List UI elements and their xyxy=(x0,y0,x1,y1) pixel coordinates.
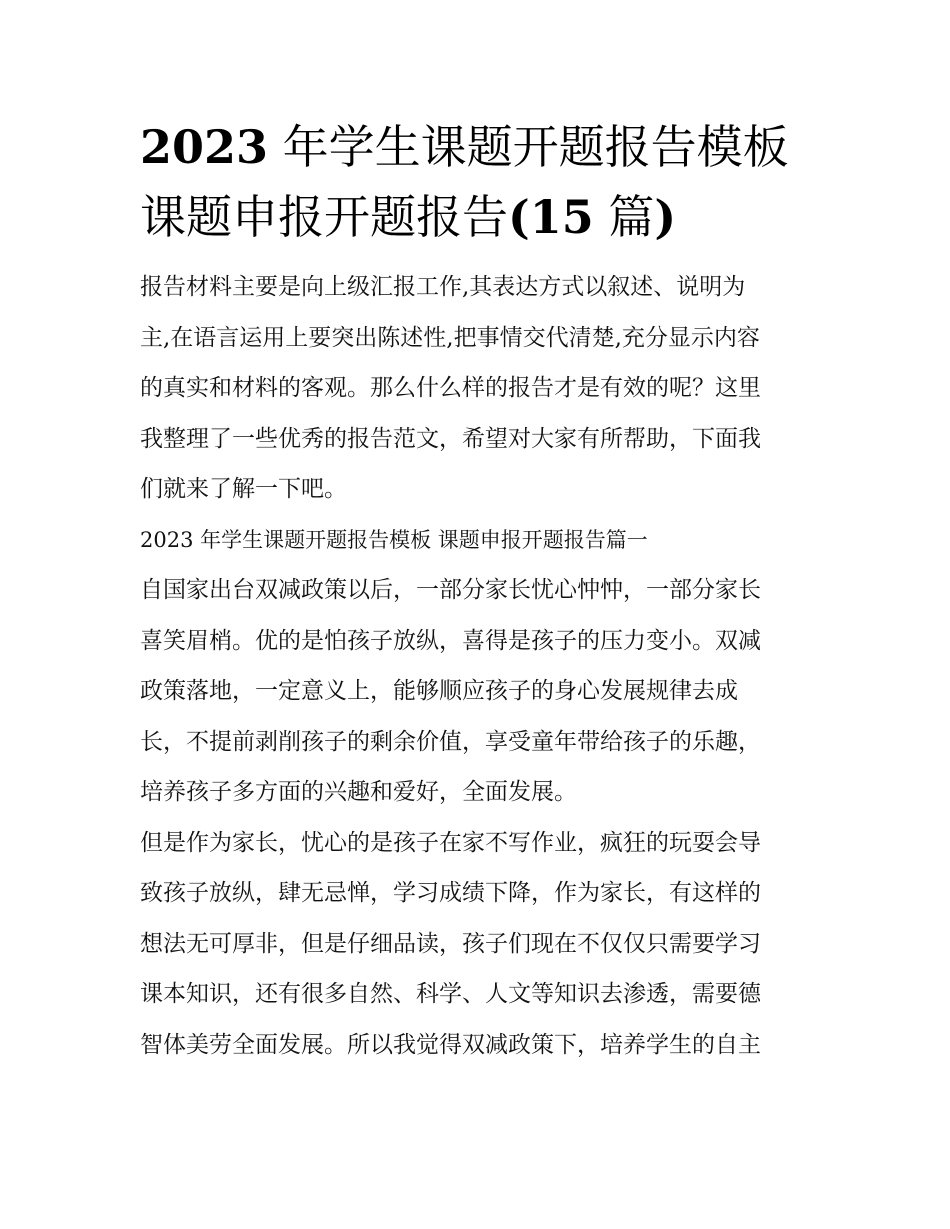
title-count: (15 xyxy=(508,190,594,244)
document-body xyxy=(140,112,812,1070)
paragraph-line: 培养孩子多方面的兴趣和爱好，全面发展。 xyxy=(140,779,577,805)
title-line-1-text: 年学生课题开题报告模板 xyxy=(268,120,789,174)
document-text xyxy=(140,262,812,1070)
paragraph-2 xyxy=(140,818,812,1071)
title-line-2-text: 课题申报开题报告 xyxy=(140,190,508,244)
intro-line: 我整理了一些优秀的报告范文，希望对大家有所帮助，下面我 xyxy=(140,425,761,452)
title-line-2 xyxy=(140,182,812,252)
title-year: 2023 xyxy=(140,120,269,174)
paragraph-line: 自国家出台双减政策以后，一部分家长忧心忡忡，一部分家长 xyxy=(140,577,761,603)
paragraph-line: 长，不提前剥削孩子的剩余价值，享受童年带给孩子的乐趣， xyxy=(140,728,761,755)
title-space xyxy=(594,190,609,244)
paragraph-line: 智体美劳全面发展。所以我觉得双减政策下，培养学生的自主 xyxy=(140,1031,761,1058)
paragraph-line: 但是作为家长，忧心的是孩子在家不写作业，疯狂的玩耍会导 xyxy=(140,829,761,856)
intro-line: 的真实和材料的客观。那么什么样的报告才是有效的呢？这里 xyxy=(140,375,761,401)
paragraph-line: 课本知识，还有很多自然、科学、人文等知识去渗透，需要德 xyxy=(140,981,761,1007)
paragraph-line: 致孩子放纵，肆无忌惮，学习成绩下降，作为家长，有这样的 xyxy=(140,880,761,906)
paragraph-1 xyxy=(140,565,812,818)
section-heading: 2023 年学生课题开题报告模板 课题申报开题报告篇一 xyxy=(140,527,648,552)
title-line-1 xyxy=(140,112,812,182)
title-close-paren: ) xyxy=(654,190,677,244)
intro-line: 主,在语言运用上要突出陈述性,把事情交代清楚,充分显示内容 xyxy=(140,324,760,351)
title-count-unit: 篇 xyxy=(608,190,655,244)
paragraph-line: 政策落地，一定意义上，能够顺应孩子的身心发展规律去成 xyxy=(140,678,738,704)
intro-line: 报告材料主要是向上级汇报工作,其表达方式以叙述、说明为 xyxy=(140,274,746,300)
paragraph-line: 想法无可厚非，但是仔细品读，孩子们现在不仅仅只需要学习 xyxy=(140,930,761,957)
intro-paragraph xyxy=(140,262,812,515)
document-title xyxy=(140,112,812,252)
intro-line: 们就来了解一下吧。 xyxy=(140,476,347,502)
paragraph-line: 喜笑眉梢。优的是怕孩子放纵，喜得是孩子的压力变小。双减 xyxy=(140,627,761,654)
